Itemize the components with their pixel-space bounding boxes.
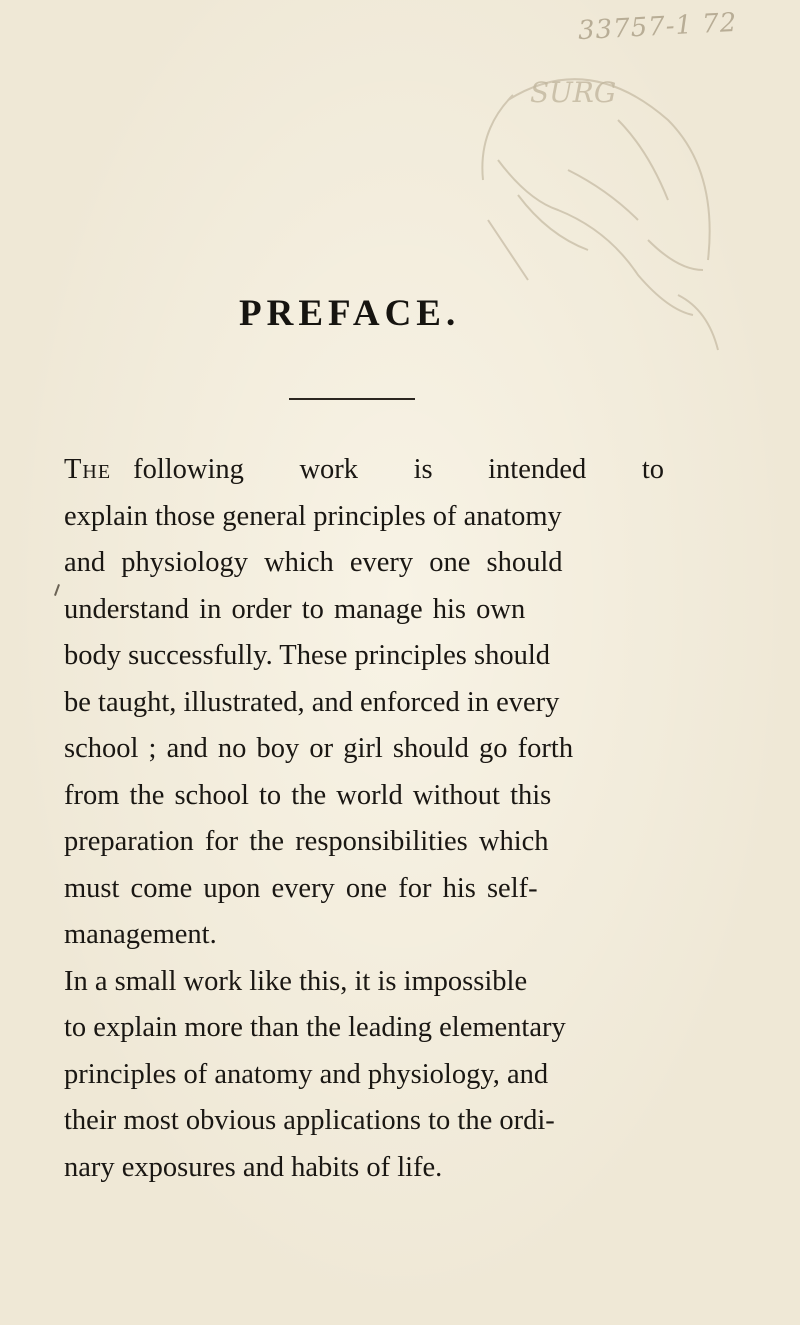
paragraph-1-line-8: from the school to the world without this <box>64 779 552 811</box>
stray-ink-mark <box>54 584 60 596</box>
paragraph-1-line-10: must come upon every one for his self- <box>64 872 538 904</box>
paragraph-1-line-7: school ; and no boy or girl should go forth <box>64 733 574 764</box>
handwritten-catalog-number: 33757-1 72 <box>577 7 739 47</box>
paragraph-1-line-3: and physiology which every one should <box>64 547 563 578</box>
paragraph-1-line-1 <box>64 447 664 494</box>
stamp-text: SURG <box>530 76 617 109</box>
paragraph-2-line-3: principles of anatomy and physiology, and <box>64 1058 549 1090</box>
paragraph-1-line-5: body successfully. These principles should <box>64 640 551 671</box>
paragraph-1-line-11: management. <box>64 919 217 950</box>
page-title: PREFACE. <box>239 293 461 334</box>
paragraph-2-line-1: In a small work like this, it is impossible <box>64 965 528 997</box>
paragraph-1-line-9: preparation for the responsibilities which <box>64 826 549 857</box>
paragraph-2-line-5: nary exposures and habits of life. <box>64 1151 443 1183</box>
preface-body <box>64 447 664 1191</box>
title-divider <box>289 398 415 400</box>
drop-word: The <box>64 454 112 485</box>
line-text: following work is intended to <box>133 454 664 485</box>
paragraph-2-line-4: their most obvious applications to the ordi- <box>64 1105 555 1136</box>
paragraph-1-line-2: explain those general principles of anatomy <box>64 500 562 532</box>
paragraph-1-line-4: understand in order to manage his own <box>64 593 526 625</box>
paragraph-2-line-2: to explain more than the leading elementary <box>64 1012 566 1043</box>
paragraph-1-line-6: be taught, illustrated, and enforced in every <box>64 686 560 718</box>
